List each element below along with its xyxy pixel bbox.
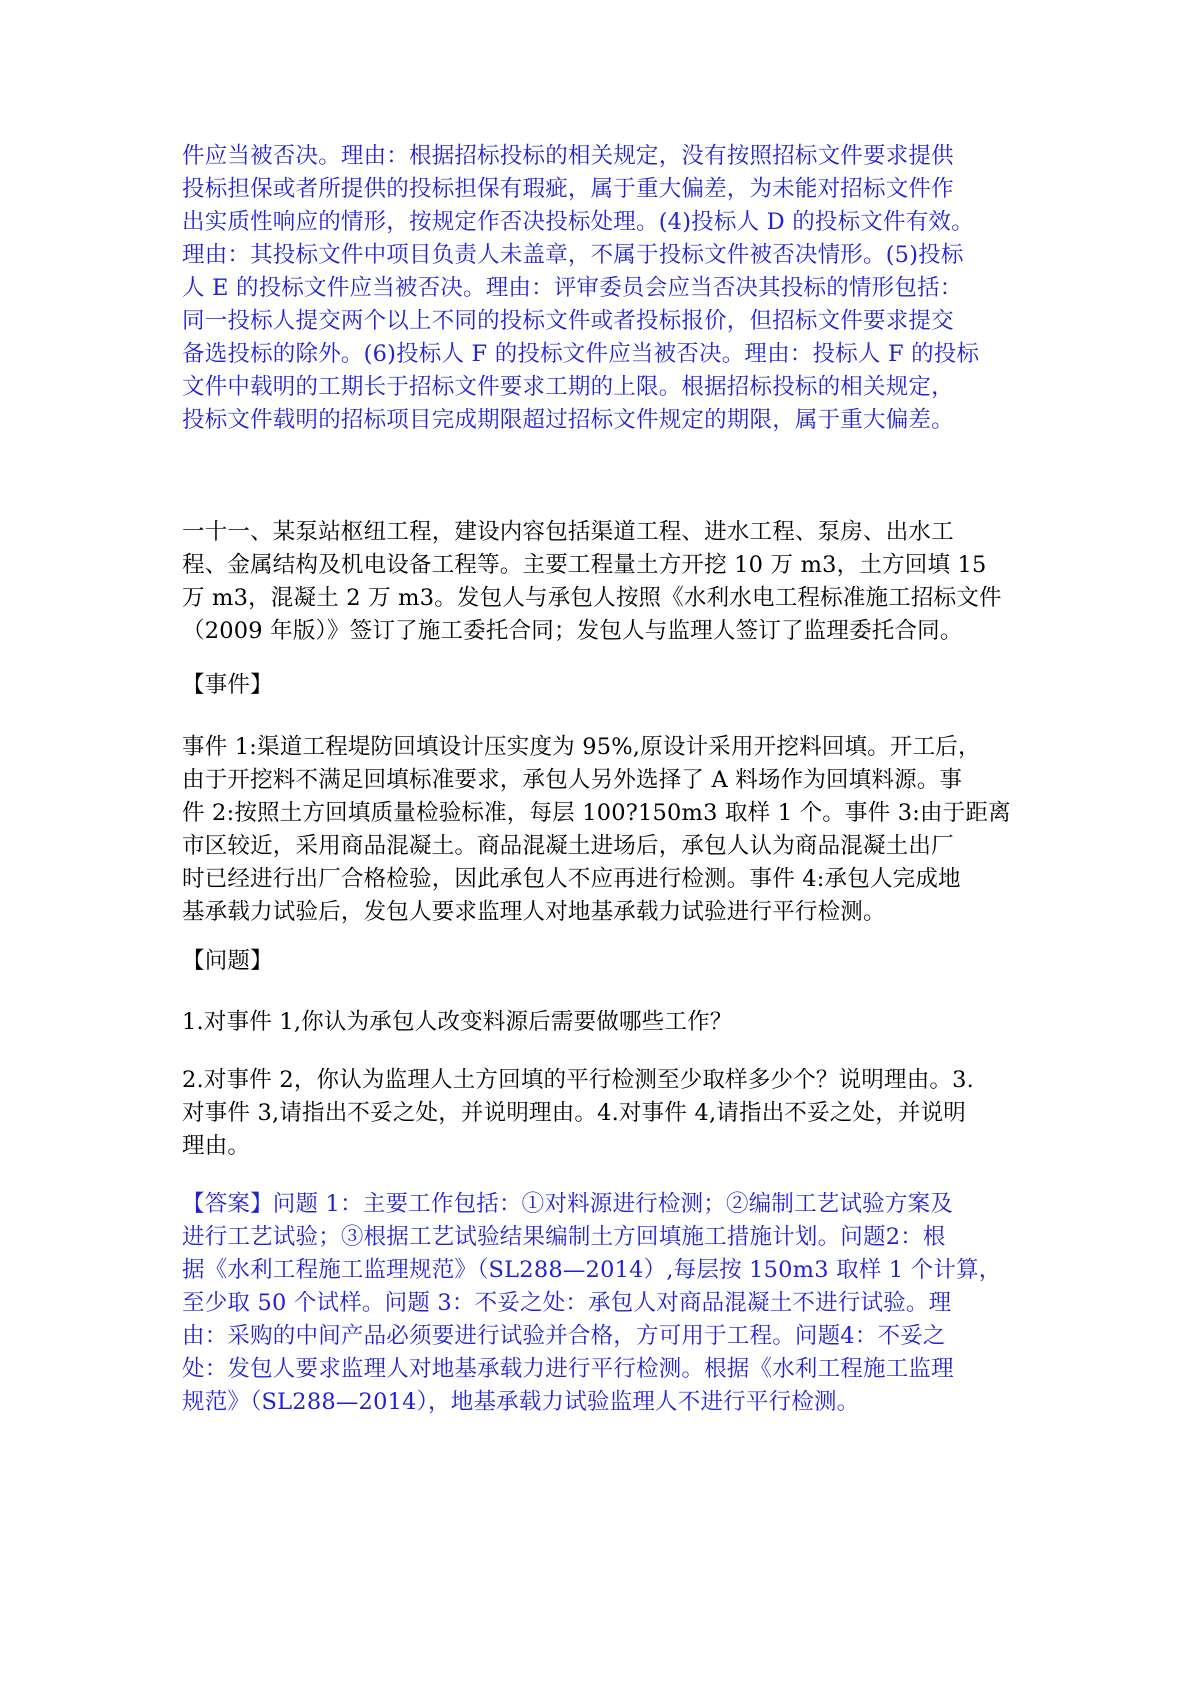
text-line: 规范》（SL288—2014），地基承载力试验监理人不进行平行检测。 <box>182 1389 860 1415</box>
events-paragraph <box>182 731 1014 929</box>
text-line: 万 m3，混凝土 2 万 m3。发包人与承包人按照《水利水电工程标准施工招标文件 <box>182 585 1002 611</box>
text-line: 由于开挖料不满足回填标准要求，承包人另外选择了 A 料场作为回填料源。事 <box>182 767 963 793</box>
text-line: （2009 年版）》签订了施工委托合同；发包人与监理人签订了监理委托合同。 <box>182 618 963 644</box>
text-line: 程、金属结构及机电设备工程等。主要工程量土方开挖 10 万 m3，土方回填 15 <box>182 552 987 578</box>
text-line: 市区较近，采用商品混凝土。商品混凝土进场后，承包人认为商品混凝土出厂 <box>182 833 954 859</box>
text-line: 件 2:按照土方回填质量检验标准，每层 100?150m3 取样 1 个。事件 3:由于距离 <box>182 800 1011 826</box>
text-line: 投标文件载明的招标项目完成期限超过招标文件规定的期限，属于重大偏差。 <box>182 407 954 433</box>
answer-paragraph <box>182 1188 1014 1419</box>
question-2-4 <box>182 1064 1014 1163</box>
text-line: 进行工艺试验；③根据工艺试验结果编制土方回填施工措施计划。问题2：根 <box>182 1224 946 1250</box>
text-line: 人 E 的投标文件应当被否决。理由：评审委员会应当否决其投标的情形包括： <box>182 275 963 301</box>
text-line: 件应当被否决。理由：根据招标投标的相关规定，没有按照招标文件要求提供 <box>182 143 954 169</box>
text-line: 事件 1:渠道工程堤防回填设计压实度为 95%,原设计采用开挖料回填。开工后， <box>182 734 981 760</box>
questions-heading: 【问题】 <box>182 948 273 974</box>
text-line: 至少取 50 个试样。问题 3：不妥之处：承包人对商品混凝土不进行试验。理 <box>182 1290 952 1316</box>
text-line: 备选投标的除外。(6)投标人 F 的投标文件应当被否决。理由：投标人 F 的投标 <box>182 341 980 367</box>
previous-answer-continuation <box>182 140 1014 437</box>
question-intro <box>182 516 1014 648</box>
text-line: 时已经进行出厂合格检验，因此承包人不应再进行检测。事件 4:承包人完成地 <box>182 866 961 892</box>
text-line: 2.对事件 2，你认为监理人土方回填的平行检测至少取样多少个？说明理由。3. <box>182 1067 975 1093</box>
text-line: 文件中载明的工期长于招标文件要求工期的上限。根据招标投标的相关规定， <box>182 374 954 400</box>
text-line: 理由。 <box>182 1133 251 1159</box>
text-line: 同一投标人提交两个以上不同的投标文件或者投标报价，但招标文件要求提交 <box>182 308 954 334</box>
text-line: 据《水利工程施工监理规范》（SL288—2014）,每层按 150m3 取样 1 个计算， <box>182 1257 1002 1283</box>
events-heading: 【事件】 <box>182 672 273 698</box>
text-line: 处：发包人要求监理人对地基承载力进行平行检测。根据《水利工程施工监理 <box>182 1356 954 1382</box>
text-line: 基承载力试验后，发包人要求监理人对地基承载力试验进行平行检测。 <box>182 899 886 925</box>
question-1: 1.对事件 1,你认为承包人改变料源后需要做哪些工作？ <box>182 1009 733 1035</box>
text-line: 投标担保或者所提供的投标担保有瑕疵，属于重大偏差，为未能对招标文件作 <box>182 176 954 202</box>
text-line: 【答案】问题 1：主要工作包括：①对料源进行检测；②编制工艺试验方案及 <box>182 1191 953 1217</box>
text-line: 由：采购的中间产品必须要进行试验并合格，方可用于工程。问题4：不妥之 <box>182 1323 946 1349</box>
text-line: 出实质性响应的情形，按规定作否决投标处理。(4)投标人 D 的投标文件有效。 <box>182 209 974 235</box>
text-line: 理由：其投标文件中项目负责人未盖章，不属于投标文件被否决情形。(5)投标 <box>182 242 964 268</box>
text-line: 对事件 3,请指出不妥之处，并说明理由。4.对事件 4,请指出不妥之处，并说明 <box>182 1100 967 1126</box>
text-line: 一十一、某泵站枢纽工程，建设内容包括渠道工程、进水工程、泵房、出水工 <box>182 519 954 545</box>
